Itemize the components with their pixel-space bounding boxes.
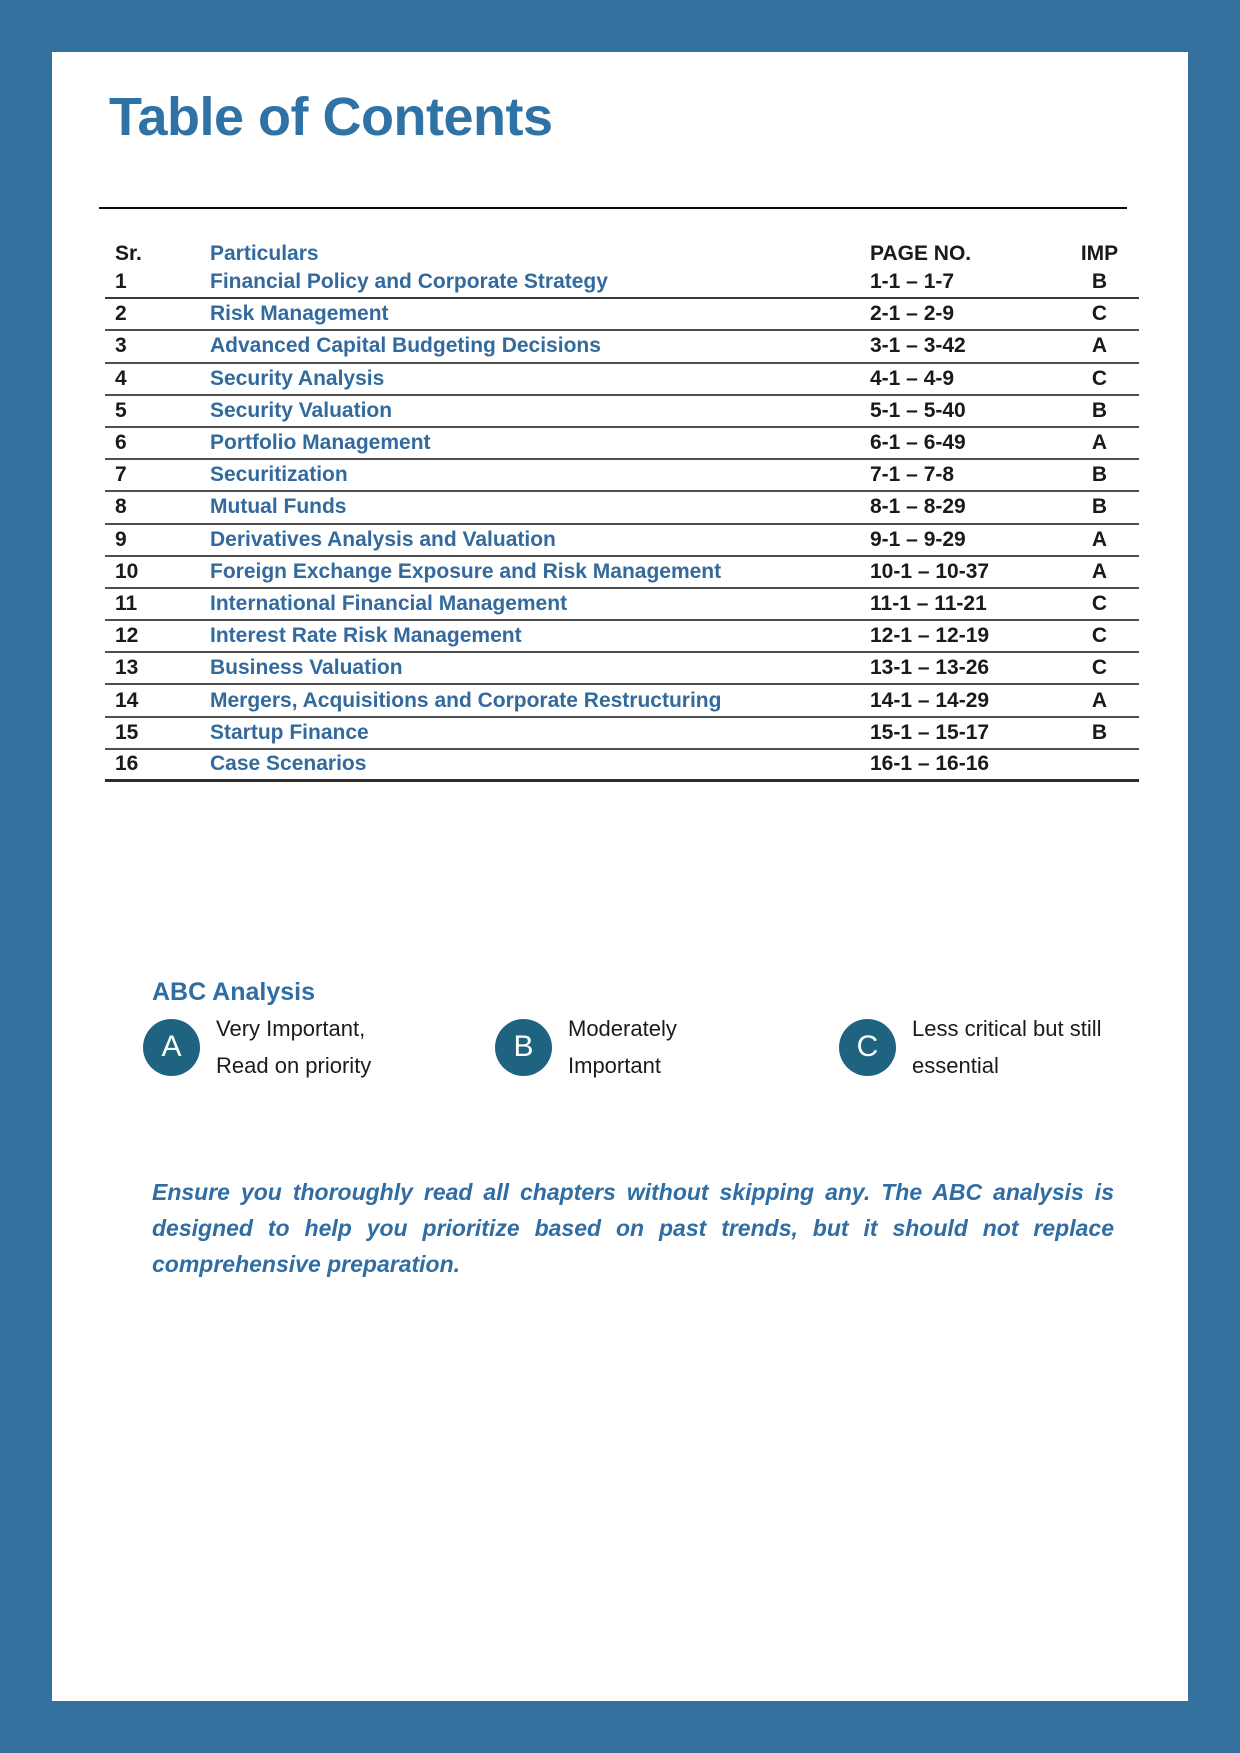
chapter-link[interactable]: Derivatives Analysis and Valuation [210,527,556,551]
pages-cell: 16-1 – 16-16 [870,752,990,776]
table-row [105,460,1139,492]
imp-cell: B [1091,720,1108,744]
chapter-link[interactable]: Financial Policy and Corporate Strategy [210,270,608,294]
legend-label: Less critical but still essential [912,1016,1102,1078]
sr-cell: 8 [115,495,127,519]
imp-cell: A [1091,334,1108,358]
header-imp: IMP [1080,241,1119,265]
sr-cell: 14 [115,688,139,712]
pages-cell: 7-1 – 7-8 [870,463,955,487]
sr-cell: 11 [115,591,138,615]
table-row [105,331,1139,363]
table-row [105,267,1139,299]
pages-cell: 10-1 – 10-37 [870,559,990,583]
imp-cell: B [1091,270,1108,294]
page-title: Table of Contents [109,87,553,147]
chapter-link[interactable]: Security Valuation [210,398,393,422]
table-row [105,364,1139,396]
table-row [105,428,1139,460]
sr-cell: 2 [115,302,127,326]
imp-cell: C [1091,656,1108,680]
chapter-link[interactable]: Startup Finance [210,720,369,744]
sr-cell: 15 [115,720,139,744]
sr-cell: 6 [115,431,127,455]
pages-cell: 6-1 – 6-49 [870,431,966,455]
sr-cell: 16 [115,752,139,776]
pages-cell: 3-1 – 3-42 [870,334,966,358]
sr-cell: 7 [115,463,127,487]
chapter-link[interactable]: Securitization [210,463,348,487]
title-divider [99,207,1127,209]
pages-cell: 2-1 – 2-9 [870,302,955,326]
chapter-link[interactable]: Advanced Capital Budgeting Decisions [210,334,601,358]
toc-table [105,240,1139,782]
chapter-link[interactable]: Foreign Exchange Exposure and Risk Management [210,559,722,583]
legend-item [143,1010,371,1084]
imp-cell: C [1091,302,1108,326]
sr-cell: 5 [115,398,127,422]
imp-cell: B [1091,398,1108,422]
table-header-row [105,240,1139,267]
abc-analysis-heading: ABC Analysis [152,978,316,1006]
table-row [105,621,1139,653]
chapter-link[interactable]: Interest Rate Risk Management [210,624,522,648]
table-row [105,492,1139,524]
chapter-link[interactable]: Mergers, Acquisitions and Corporate Restructuring [210,688,722,712]
header-sr: Sr. [115,241,142,265]
pages-cell: 14-1 – 14-29 [870,688,990,712]
table-row [105,718,1139,750]
imp-cell: B [1091,495,1108,519]
table-row [105,525,1139,557]
sr-cell: 4 [115,366,127,390]
imp-cell: B [1091,463,1108,487]
table-row [105,396,1139,428]
legend-item [495,1010,677,1084]
sr-cell: 1 [115,270,127,294]
imp-cell: A [1091,527,1108,551]
pages-cell: 11-1 – 11-21 [870,591,987,615]
sr-cell: 12 [115,624,139,648]
table-row [105,750,1139,782]
pages-cell: 13-1 – 13-26 [870,656,990,680]
sr-cell: 3 [115,334,127,358]
sr-cell: 13 [115,656,139,680]
pages-cell: 4-1 – 4-9 [870,366,955,390]
priority-badge-a: A [143,1019,200,1076]
chapter-link[interactable]: Mutual Funds [210,495,347,519]
pages-cell: 5-1 – 5-40 [870,398,966,422]
sr-cell: 9 [115,527,127,551]
preparation-note: Ensure you thoroughly read all chapters without skipping any. The ABC analysis is designed to help you prioritize based on past trends, but it should not replace comprehensive preparation. [152,1179,1114,1277]
toc-rows [105,267,1139,782]
imp-cell: A [1091,688,1108,712]
table-row [105,299,1139,331]
content-sheet [52,52,1188,1701]
priority-badge-c: C [839,1019,896,1076]
table-row [105,589,1139,621]
imp-cell: C [1091,591,1108,615]
chapter-link[interactable]: International Financial Management [210,591,568,615]
pages-cell: 8-1 – 8-29 [870,495,966,519]
imp-cell: A [1091,559,1108,583]
chapter-link[interactable]: Case Scenarios [210,752,367,776]
imp-cell: A [1091,431,1108,455]
chapter-link[interactable]: Security Analysis [210,366,385,390]
table-row [105,653,1139,685]
imp-cell: C [1091,624,1108,648]
pages-cell: 9-1 – 9-29 [870,527,966,551]
priority-badge-b: B [495,1019,552,1076]
legend-item [839,1010,1102,1084]
pages-cell: 12-1 – 12-19 [870,624,990,648]
imp-cell: C [1091,366,1108,390]
chapter-link[interactable]: Business Valuation [210,656,403,680]
chapter-link[interactable]: Portfolio Management [210,431,431,455]
pages-cell: 1-1 – 1-7 [870,270,955,294]
table-row [105,685,1139,717]
chapter-link[interactable]: Risk Management [210,302,389,326]
header-page-no: PAGE NO. [870,241,972,265]
legend-label: Moderately Important [568,1016,677,1078]
pages-cell: 15-1 – 15-17 [870,720,990,744]
table-row [105,557,1139,589]
header-particulars: Particulars [210,241,319,265]
sr-cell: 10 [115,559,139,583]
legend-label: Very Important, Read on priority [216,1016,372,1078]
